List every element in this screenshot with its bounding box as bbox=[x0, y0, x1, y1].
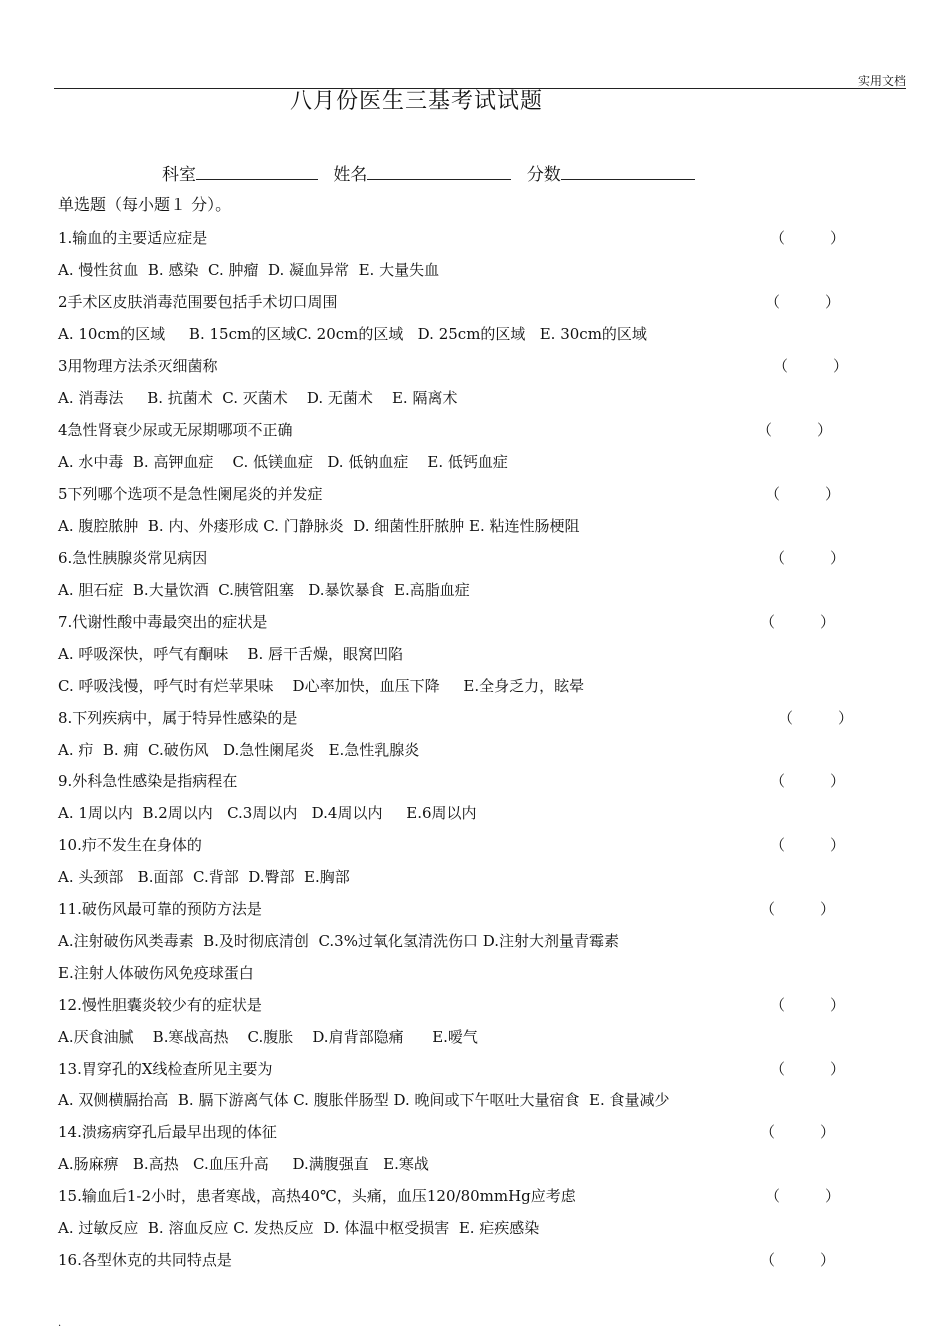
options-1: A. 慢性贫血 B. 感染 C. 肿瘤 D. 凝血异常 E. 大量失血 bbox=[58, 261, 440, 279]
question-8: 8.下列疾病中，属于特异性感染的是 bbox=[58, 709, 298, 727]
score-field[interactable] bbox=[561, 161, 695, 180]
options-11b: E.注射人体破伤风免疫球蛋白 bbox=[58, 964, 254, 982]
answer-paren-13: （ ） bbox=[770, 1060, 846, 1078]
answer-paren-2: （ ） bbox=[765, 293, 841, 311]
options-7b: C. 呼吸浅慢，呼气时有烂苹果味 D心率加快，血压下降 E.全身乏力，眩晕 bbox=[58, 677, 585, 695]
question-12: 12.慢性胆囊炎较少有的症状是 bbox=[58, 996, 262, 1014]
answer-paren-4: （ ） bbox=[757, 421, 833, 439]
question-5: 5下列哪个选项不是急性阑尾炎的并发症 bbox=[58, 485, 323, 503]
options-3: A. 消毒法 B. 抗菌术 C. 灭菌术 D. 无菌术 E. 隔离术 bbox=[58, 389, 458, 407]
question-14: 14.溃疡病穿孔后最早出现的体征 bbox=[58, 1123, 277, 1141]
options-14: A.肠麻痹 B.高热 C.血压升高 D.满腹强直 E.寒战 bbox=[58, 1155, 429, 1173]
answer-paren-1: （ ） bbox=[770, 229, 846, 247]
name-label: 姓名 bbox=[333, 165, 368, 185]
answer-paren-7: （ ） bbox=[760, 613, 836, 631]
question-4: 4急性肾衰少尿或无尿期哪项不正确 bbox=[58, 421, 293, 439]
score-label: 分数 bbox=[526, 165, 561, 185]
question-2: 2手术区皮肤消毒范围要包括手术切口周围 bbox=[58, 293, 338, 311]
name-field[interactable] bbox=[367, 161, 511, 180]
options-15: A. 过敏反应 B. 溶血反应 C. 发热反应 D. 体温中枢受损害 E. 疟疾感染 bbox=[58, 1219, 540, 1237]
options-5: A. 腹腔脓肿 B. 内、外瘘形成 C. 门静脉炎 D. 细菌性肝脓肿 E. 粘连性肠梗阻 bbox=[58, 517, 580, 535]
page-title: 八月份医生三基考试试题 bbox=[290, 89, 544, 114]
answer-paren-5: （ ） bbox=[765, 485, 841, 503]
question-10: 10.疖不发生在身体的 bbox=[58, 836, 202, 854]
question-3: 3用物理方法杀灭细菌称 bbox=[58, 357, 218, 375]
dept-label: 科室 bbox=[162, 165, 196, 185]
options-8: A. 疖 B. 痈 C.破伤风 D.急性阑尾炎 E.急性乳腺炎 bbox=[58, 741, 420, 759]
question-13: 13.胃穿孔的X线检查所见主要为 bbox=[58, 1060, 273, 1078]
question-9: 9.外科急性感染是指病程在 bbox=[58, 772, 238, 790]
dept-field[interactable] bbox=[196, 161, 318, 180]
answer-paren-11: （ ） bbox=[760, 900, 836, 918]
answer-paren-9: （ ） bbox=[770, 772, 846, 790]
question-11: 11.破伤风最可靠的预防方法是 bbox=[58, 900, 262, 918]
answer-paren-12: （ ） bbox=[770, 996, 846, 1014]
info-row bbox=[162, 160, 705, 185]
answer-paren-14: （ ） bbox=[760, 1123, 836, 1141]
answer-paren-16: （ ） bbox=[760, 1251, 836, 1269]
options-10: A. 头颈部 B.面部 C.背部 D.臀部 E.胸部 bbox=[58, 868, 350, 886]
question-1: 1.输血的主要适应症是 bbox=[58, 229, 208, 247]
options-11a: A.注射破伤风类毒素 B.及时彻底清创 C.3%过氧化氢清洗伤口 D.注射大剂量青霉素 bbox=[58, 932, 620, 950]
question-15: 15.输血后1-2小时，患者寒战，高热40℃，头痛，血压120/80mmHg应考虑 bbox=[58, 1187, 576, 1205]
options-4: A. 水中毒 B. 高钾血症 C. 低镁血症 D. 低钠血症 E. 低钙血症 bbox=[58, 453, 508, 471]
header-label: 实用文档 bbox=[857, 74, 906, 88]
options-2: A. 10cm的区域 B. 15cm的区域C. 20cm的区域 D. 25cm的区域 E. 30cm的区域 bbox=[58, 325, 647, 343]
question-7: 7.代谢性酸中毒最突出的症状是 bbox=[58, 613, 268, 631]
question-16: 16.各型休克的共同特点是 bbox=[58, 1251, 232, 1269]
options-12: A.厌食油腻 B.寒战高热 C.腹胀 D.肩背部隐痛 E.嗳气 bbox=[58, 1028, 478, 1046]
answer-paren-3: （ ） bbox=[773, 357, 849, 375]
footer-mark: . bbox=[58, 1318, 62, 1329]
answer-paren-15: （ ） bbox=[765, 1187, 841, 1205]
answer-paren-8: （ ） bbox=[778, 709, 854, 727]
section-title: 单选题（每小题１ 分）。 bbox=[58, 195, 232, 214]
options-6: A. 胆石症 B.大量饮酒 C.胰管阻塞 D.暴饮暴食 E.高脂血症 bbox=[58, 581, 470, 599]
options-7a: A. 呼吸深快，呼气有酮味 B. 唇干舌燥，眼窝凹陷 bbox=[58, 645, 404, 663]
answer-paren-10: （ ） bbox=[770, 836, 846, 854]
answer-paren-6: （ ） bbox=[770, 549, 846, 567]
question-6: 6.急性胰腺炎常见病因 bbox=[58, 549, 208, 567]
options-9: A. 1周以内 B.2周以内 C.3周以内 D.4周以内 E.6周以内 bbox=[58, 804, 477, 822]
options-13: A. 双侧横膈抬高 B. 膈下游离气体 C. 腹胀伴肠型 D. 晚间或下午呕吐大量宿食 E. 食量减少 bbox=[58, 1091, 670, 1109]
